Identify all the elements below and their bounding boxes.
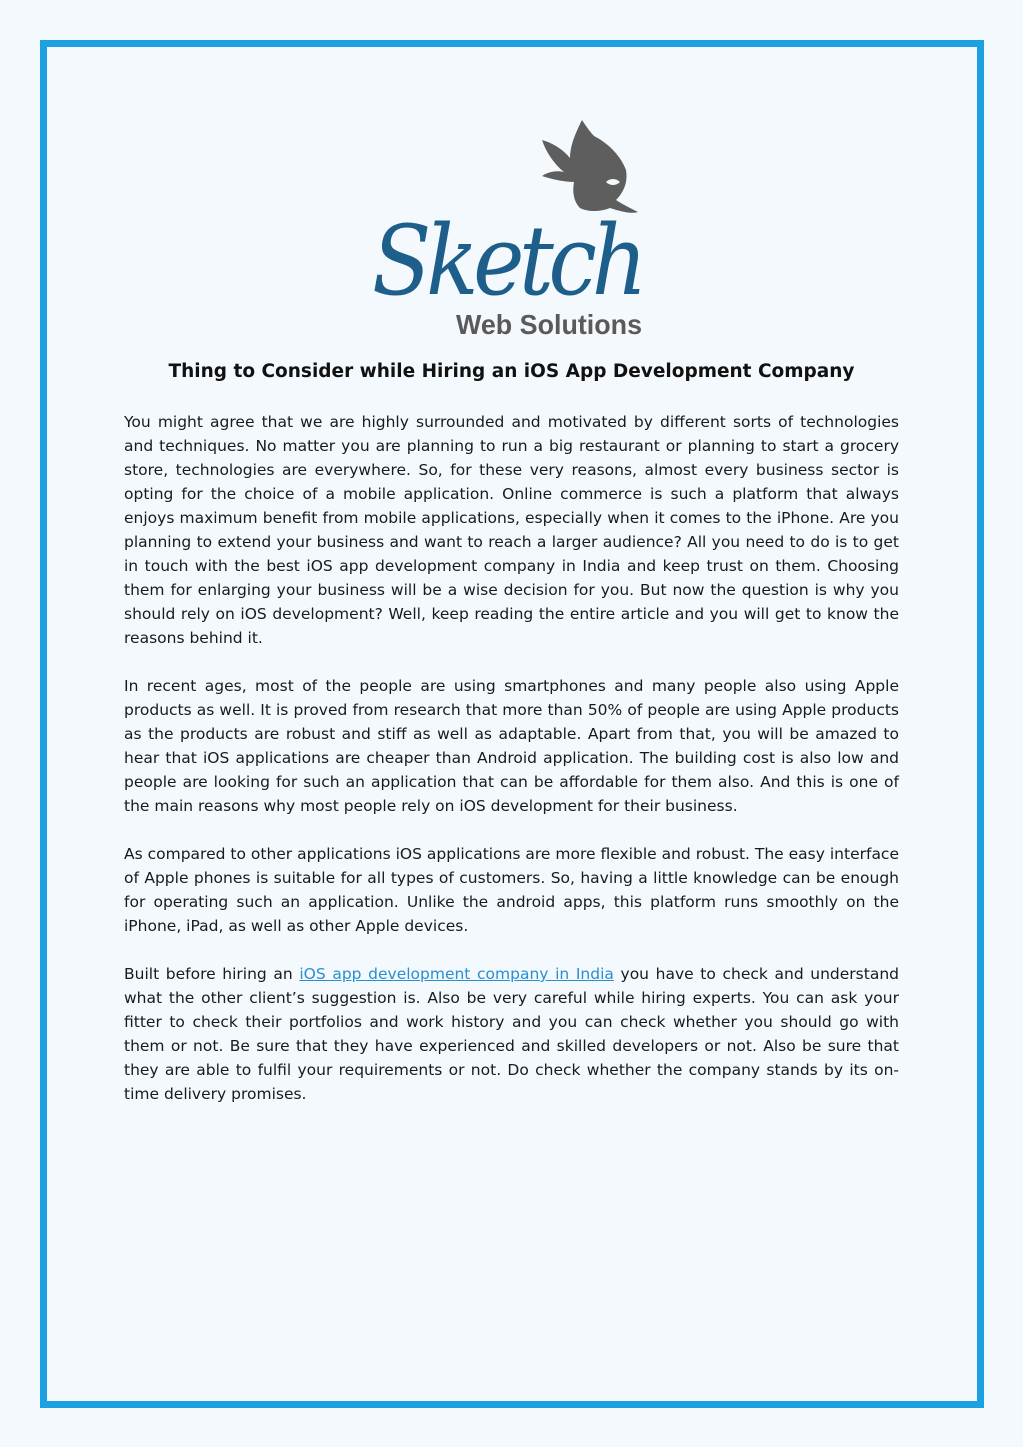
logo-brand-text: Sketch xyxy=(372,205,642,317)
page-title: Thing to Consider while Hiring an iOS App Development Company xyxy=(168,361,855,382)
paragraph-4-rest: you have to check and understand what the other client’s suggestion is. Also be very careful while hiring experts. You can ask your fitter to check their portfolios and work history and you can check whether you should go with them or not. Be sure that they have experienced and skilled developers or not. Also be sure that they are able to fulfil your requirements or not. Do check whether the company stands by its on-time delivery promises. xyxy=(124,965,899,1103)
ios-company-link[interactable]: iOS app development company in India xyxy=(299,965,614,983)
paragraph-1: You might agree that we are highly surrounded and motivated by different sorts of technologies and techniques. No matter you are planning to run a big restaurant or planning to start a grocery store, technologies are everywhere. So, for these very reasons, almost every business sector is opting for the choice of a mobile application. Online commerce is such a platform that always enjoys maximum benefit from mobile applications, especially when it comes to the iPhone. Are you planning to extend your business and want to reach a larger audience? All you need to do is to get in touch with the best iOS app development company in India and keep trust on them. Choosing them for enlarging your business will be a wise decision for you. But now the question is why you should rely on iOS development? Well, keep reading the entire article and you will get to know the reasons behind it. xyxy=(124,413,899,647)
sketch-web-solutions-logo xyxy=(370,112,660,344)
paragraph-3: As compared to other applications iOS applications are more flexible and robust. The easy interface of Apple phones is suitable for all types of customers. So, having a little knowledge can be enough for operating such an application. Unlike the android apps, this platform runs smoothly on the iPhone, iPad, as well as other Apple devices. xyxy=(124,845,899,935)
article-body xyxy=(124,410,899,1130)
paragraph-4 xyxy=(124,962,899,1106)
paragraph-2: In recent ages, most of the people are using smartphones and many people also using Apple products as well. It is proved from research that more than 50% of people are using Apple products as the products are robust and stiff as well as adaptable. Apart from that, you will be amazed to hear that iOS applications are cheaper than Android application. The building cost is also low and people are looking for such an application that can be affordable for them also. And this is one of the main reasons why most people rely on iOS development for their business. xyxy=(124,677,899,815)
paragraph-4-intro: Built before hiring an xyxy=(124,965,300,983)
swallow-bird-icon xyxy=(542,120,638,213)
logo-tagline-text: Web Solutions xyxy=(456,309,642,340)
